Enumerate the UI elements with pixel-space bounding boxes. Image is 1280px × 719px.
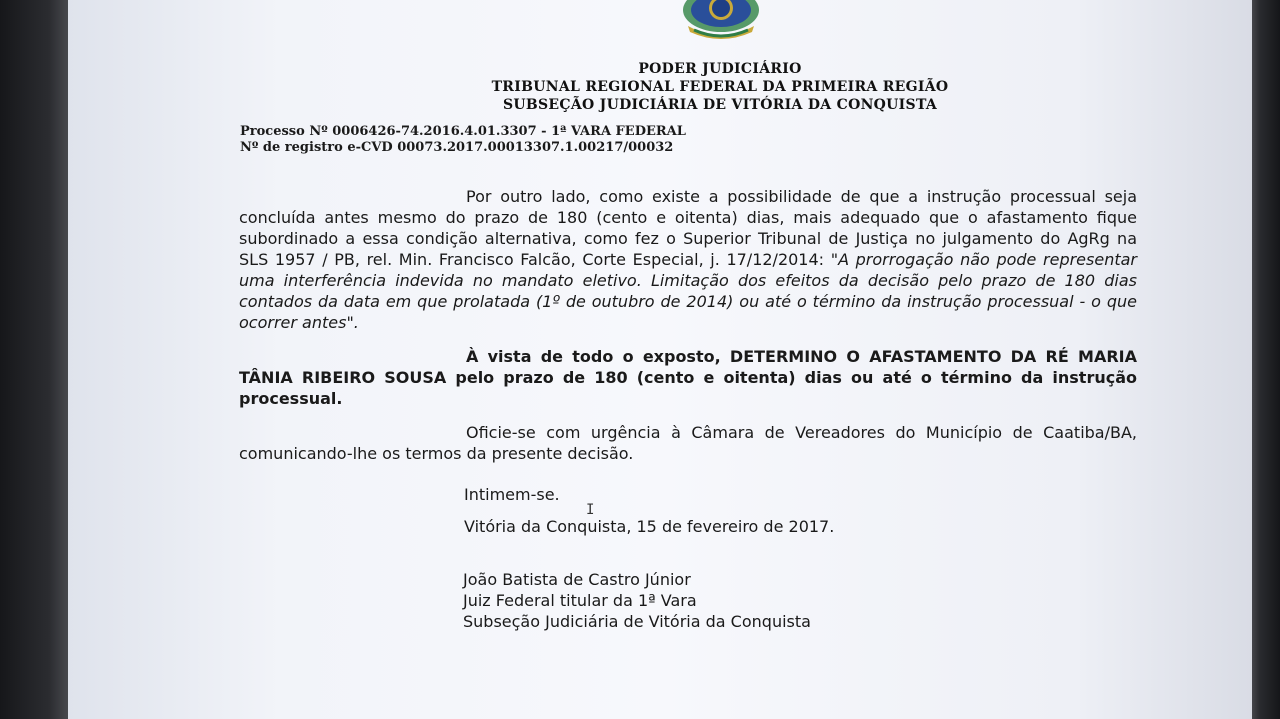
- process-info: [240, 124, 940, 156]
- judicial-unit: Subseção Judiciária de Vitória da Conquista: [463, 612, 811, 631]
- text-cursor-icon: I: [586, 502, 595, 518]
- place-date: Vitória da Conquista, 15 de fevereiro de 2017.: [464, 517, 835, 536]
- header-line-judiciary: PODER JUDICIÁRIO: [638, 61, 802, 77]
- court-header: [300, 60, 1140, 114]
- registration-number: Nº de registro e-CVD 00073.2017.00013307.1.00217/00032: [240, 140, 674, 155]
- paragraph-notification: [239, 422, 1137, 464]
- signature-block: [463, 569, 811, 632]
- paragraph-determination: [239, 346, 1137, 409]
- decision-body: [239, 186, 1137, 477]
- header-line-subsection: SUBSEÇÃO JUDICIÁRIA DE VITÓRIA DA CONQUISTA: [502, 97, 938, 113]
- monitor-bezel-left: [0, 0, 70, 719]
- paragraph-alternative-condition: [239, 186, 1137, 333]
- judge-role: Juiz Federal titular da 1ª Vara: [463, 591, 697, 610]
- closing-block: [464, 484, 834, 537]
- intimation-line: Intimem-se.: [464, 485, 560, 504]
- paragraph-text: Por outro lado, como existe a possibilidade de que a instrução processual seja concluída antes mesmo do prazo de 180 (cento e oitenta) dias, mais adequado que o afastamento fique subordinado a essa condição alternativa, como fez o Superior Tribunal de Justiça no julgamento do AgRg na SLS 1957 / PB, rel. Min. Francisco Falcão, Corte Especial, j. 17/12/2014:: [239, 187, 1137, 269]
- header-line-tribunal: TRIBUNAL REGIONAL FEDERAL DA PRIMEIRA REGIÃO: [491, 79, 949, 95]
- process-number: Processo Nº 0006426-74.2016.4.01.3307 - 1ª VARA FEDERAL: [240, 124, 686, 139]
- judge-name: João Batista de Castro Júnior: [463, 570, 691, 589]
- determination-text: À vista de todo o exposto, DETERMINO O AFASTAMENTO DA RÉ MARIA TÂNIA RIBEIRO SOUSA pelo prazo de 180 (cento e oitenta) dias ou até o término da instrução processual.: [239, 347, 1137, 408]
- coat-of-arms-icon: [674, 0, 768, 40]
- notification-text: Oficie-se com urgência à Câmara de Vereadores do Município de Caatiba/BA, comunicando-lhe os termos da presente decisão.: [239, 423, 1137, 463]
- stj-quote: "A prorrogação não pode representar uma interferência indevida no mandato eletivo. Limitação dos efeitos da decisão pelo prazo de 180 dias contados da data em que prolatada (1º de outubro de 2014) ou até o término da instrução processual - o que ocorrer antes".: [239, 250, 1138, 332]
